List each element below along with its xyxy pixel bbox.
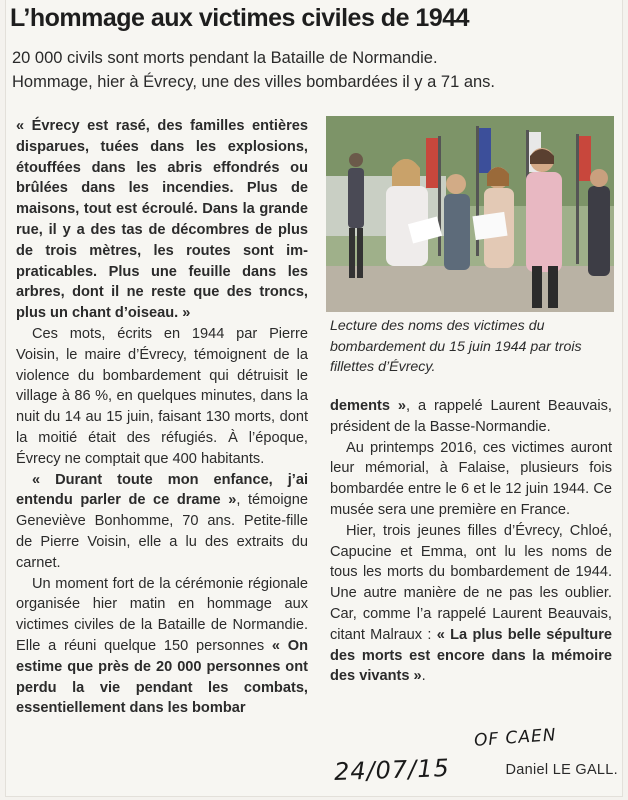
handwritten-date: 24/07/15 — [333, 753, 451, 787]
ceremony-quote: « On estime que près de 20 000 personnes ont perdu la vie pendant les combats, essentiellement dans les bombar — [16, 637, 309, 717]
article-column-right — [330, 396, 612, 687]
ceremony-text: Un moment fort de la cérémonie régionale organisée hier matin en hommage aux victimes civiles de la Bataille de Normandie. Elle a réuni quelque 150 personnes — [16, 575, 308, 654]
paragraph-ceremony — [16, 574, 308, 720]
ceremony-photo-illustration — [326, 116, 614, 312]
headline: L’hommage aux victimes civiles de 1944 — [10, 4, 470, 32]
testimony-quote: « Durant toute mon enfance, j’ai entendu parler de ce drame » — [16, 471, 308, 509]
malraux-quote: « La plus belle sépulture des morts est encore dans la mémoire des vivants » — [330, 626, 612, 685]
handwritten-source: OF CAEN — [473, 725, 558, 751]
paragraph-memorial: Au printemps 2016, ces victimes auront leur mémorial, à Falaise, plusieurs fois bombardée entre le 6 et le 12 juin 1944. Ce musée sera une première en France. — [330, 439, 612, 518]
readers-end: . — [421, 668, 426, 685]
article-column-left — [16, 116, 308, 719]
continued-quote: dements » — [330, 398, 407, 414]
paragraph-readers — [330, 521, 612, 687]
continued-text: , a rappelé Laurent Beauvais, président de la Basse-Normandie. — [330, 398, 612, 435]
deck — [12, 46, 620, 94]
opening-quote: « Évrecy est rasé, des familles entières disparues, tuées dans les explosions, étouffées dans les abris effondrés ou brûlées dans les incendies. Plus de maisons, tout est écroulé. Dans la grande rue, il y a des tas de décombres de plus de trois mètres, les routes sont impraticables. Plus une feuille dans les arbres, dont il ne reste que des troncs, plus un chant d’oiseau. » — [16, 118, 308, 322]
deck-line-1: 20 000 civils sont morts pendant la Bataille de Normandie. — [12, 49, 438, 67]
paragraph-continued — [330, 396, 612, 438]
photo-caption: Lecture des noms des victimes du bombardement du 15 juin 1944 par trois fillettes d’Évrecy. — [330, 318, 582, 375]
ceremony-photo — [326, 116, 614, 312]
author-byline: Daniel LE GALL. — [505, 762, 618, 778]
deck-line-2: Hommage, hier à Évrecy, une des villes bombardées il y a 71 ans. — [12, 73, 496, 91]
paragraph-mayor: Ces mots, écrits en 1944 par Pierre Voisin, le maire d’Évrecy, témoignent de la violence du bombardement qui détruisit le village à 86 %, en quelques minutes, dans la nuit du 14 au 15 juin, faisant 130 morts, dont la moitié était des réfugiés. À l’époque, Évrecy ne comptait que 400 habitants. — [16, 325, 308, 467]
testimony-text: , témoigne Geneviève Bonhomme, 70 ans. Petite-fille de Pierre Voisin, elle a lu des extraits du carnet. — [16, 492, 308, 571]
paragraph-testimony — [16, 470, 308, 574]
readers-text: Hier, trois jeunes filles d’Évrecy, Chloé, Capucine et Emma, ont lu les noms de tous les morts du bombardement de 1944. Une autre manière de ne pas les oublier. Car, comme l’a rappelé Laurent Beauvais, citant Malraux : — [330, 522, 612, 643]
